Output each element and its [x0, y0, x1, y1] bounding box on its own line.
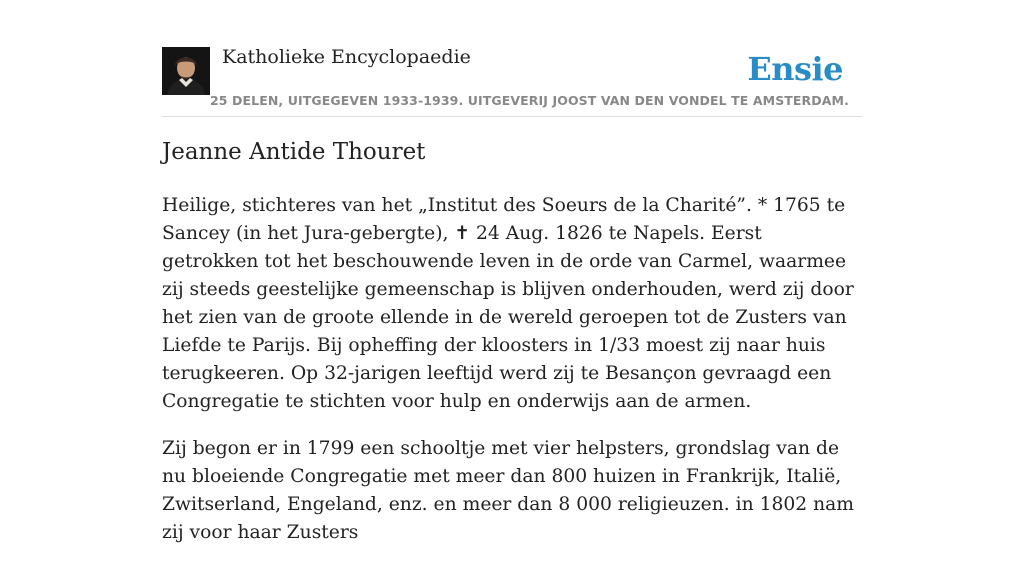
avatar[interactable]: [162, 47, 210, 95]
source-title[interactable]: Katholieke Encyclopaedie: [222, 46, 471, 68]
entry-content: [162, 192, 862, 566]
paragraph: Zij begon er in 1799 een schooltje met vier helpsters, grondslag van de nu bloeiende Congregatie met meer dan 800 huizen in Frankrijk, Italië, Zwitserland, Engeland, enz. en meer dan 8 000 religieuzen. in 1802 nam zij voor haar Zusters: [162, 438, 854, 543]
page-title: Jeanne Antide Thouret: [162, 139, 426, 165]
source-header: [162, 40, 862, 117]
portrait-icon: [162, 47, 210, 95]
paragraph: Heilige, stichteres van het „Institut des Soeurs de la Charité”. * 1765 te Sancey (in het Jura-gebergte), ✝ 24 Aug. 1826 te Napels. Eerst getrokken tot het beschouwende leven in de orde van Carmel, waarmee zij steeds geestelijke gemeenschap is blijven onderhouden, werd zij door het zien van de groote ellende in de wereld geroepen tot de Zusters van Liefde te Parijs. Bij opheffing der kloosters in 1/33 moest zij naar huis terugkeeren. Op 32-jarigen leeftijd werd zij te Besançon gevraagd een Congregatie te stichten voor hulp en onderwijs aan de armen.: [162, 195, 854, 412]
brand-logo[interactable]: Ensie: [747, 50, 843, 88]
source-subtitle: 25 DELEN, UITGEGEVEN 1933-1939. UITGEVERIJ JOOST VAN DEN VONDEL TE AMSTERDAM.: [210, 93, 849, 108]
